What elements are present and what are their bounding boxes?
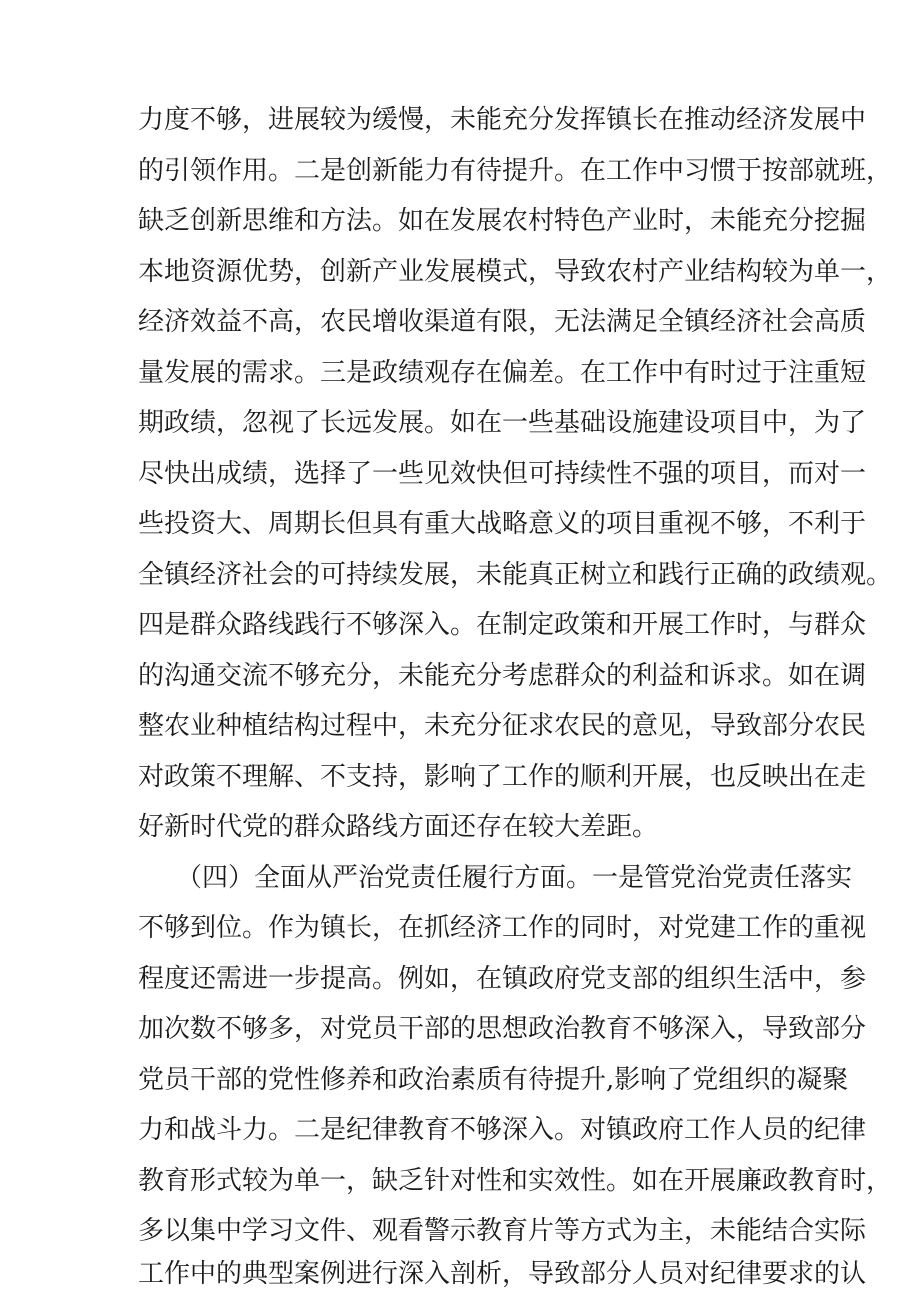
- text-line: 期政绩，忽视了长远发展。如在一些基础设施建设项目中，为了: [138, 408, 867, 438]
- text-line: 加次数不够多，对党员干部的思想政治教育不够深入，导致部分: [138, 1014, 867, 1044]
- text-line: 全镇经济社会的可持续发展，未能真正树立和践行正确的政绩观。: [138, 560, 893, 590]
- text-line: 四是群众路线践行不够深入。在制定政策和开展工作时，与群众: [138, 610, 867, 640]
- text-line: 工作中的典型案例进行深入剖析，导致部分人员对纪律要求的认: [138, 1259, 867, 1289]
- text-line: 整农业种植结构过程中，未充分征求农民的意见，导致部分农民: [138, 711, 867, 741]
- text-line: 党员干部的党性修养和政治素质有待提升,影响了党组织的凝聚: [138, 1065, 849, 1095]
- section-heading-line: （四）全面从严治党责任履行方面。一是管党治党责任落实: [176, 863, 853, 893]
- text-line: 力度不够，进展较为缓慢，未能充分发挥镇长在推动经济发展中: [138, 105, 867, 135]
- text-line: 教育形式较为单一，缺乏针对性和实效性。如在开展廉政教育时，: [138, 1166, 893, 1196]
- text-line: 对政策不理解、不支持，影响了工作的顺利开展，也反映出在走: [138, 762, 867, 792]
- text-line: 尽快出成绩，选择了一些见效快但可持续性不强的项目，而对一: [138, 459, 867, 489]
- text-line: 的引领作用。二是创新能力有待提升。在工作中习惯于按部就班，: [138, 156, 893, 186]
- text-line: 力和战斗力。二是纪律教育不够深入。对镇政府工作人员的纪律: [138, 1115, 867, 1145]
- text-line: 好新时代党的群众路线方面还存在较大差距。: [138, 812, 659, 842]
- text-line: 本地资源优势，创新产业发展模式，导致农村产业结构较为单一，: [138, 257, 893, 287]
- text-line: 多以集中学习文件、观看警示教育片等方式为主，未能结合实际: [138, 1216, 867, 1246]
- text-line: 量发展的需求。三是政绩观存在偏差。在工作中有时过于注重短: [138, 358, 867, 388]
- text-line: 些投资大、周期长但具有重大战略意义的项目重视不够，不利于: [138, 509, 867, 539]
- text-line: 程度还需进一步提高。例如，在镇政府党支部的组织生活中，参: [138, 964, 867, 994]
- text-line: 缺乏创新思维和方法。如在发展农村特色产业时，未能充分挖掘: [138, 206, 867, 236]
- text-line: 经济效益不高，农民增收渠道有限，无法满足全镇经济社会高质: [138, 307, 867, 337]
- text-line: 的沟通交流不够充分，未能充分考虑群众的利益和诉求。如在调: [138, 661, 867, 691]
- text-line: 不够到位。作为镇长，在抓经济工作的同时，对党建工作的重视: [138, 913, 867, 943]
